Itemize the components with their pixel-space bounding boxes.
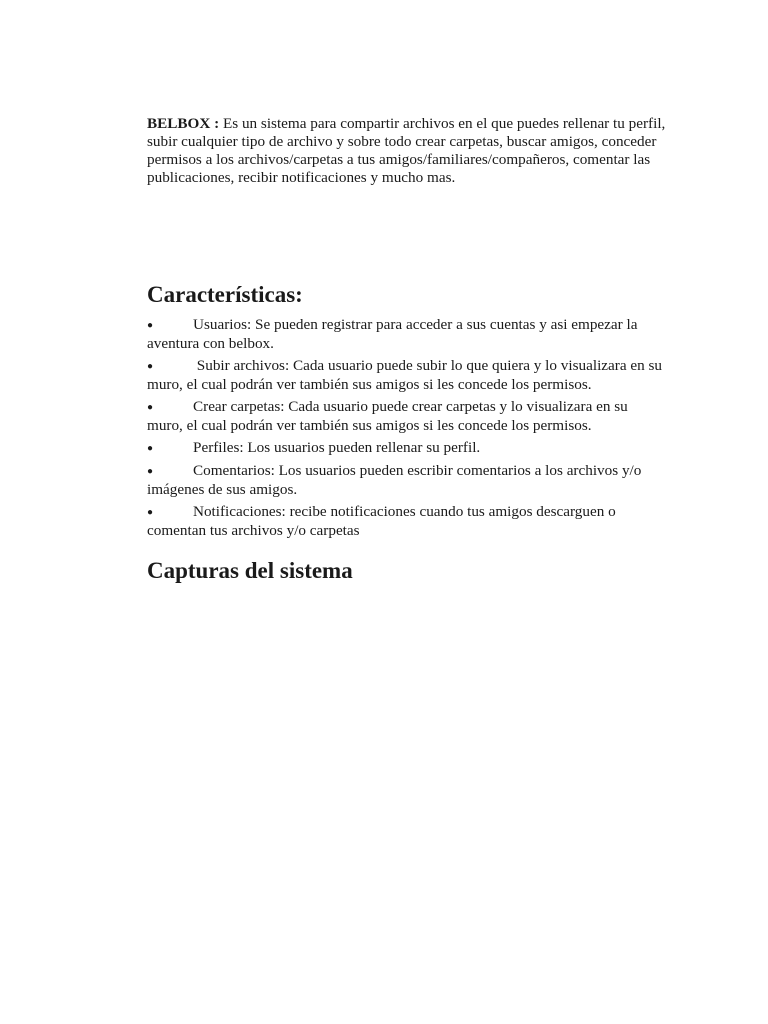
features-heading: Características: [147, 282, 303, 307]
captures-heading: Capturas del sistema [147, 558, 353, 583]
brand-name: BELBOX : [147, 115, 220, 133]
features-list [147, 316, 667, 544]
bullet-icon: ● [147, 361, 154, 372]
bullet-icon: ● [147, 402, 154, 413]
list-item [147, 462, 667, 499]
bullet-icon: ● [147, 443, 154, 454]
list-item-text: Usuarios: Se pueden registrar para acceder a sus cuentas y asi empezar la aventura con belbox. [147, 316, 638, 352]
list-item-text: Notificaciones: recibe notificaciones cuando tus amigos descarguen o comentan tus archivos y/o carpetas [147, 503, 616, 539]
bullet-icon: ● [147, 507, 154, 518]
intro-paragraph [147, 115, 667, 187]
list-item [147, 439, 667, 458]
bullet-icon: ● [147, 466, 154, 477]
list-item-text: Perfiles: Los usuarios pueden rellenar su perfil. [193, 439, 481, 456]
list-item-text: Crear carpetas: Cada usuario puede crear carpetas y lo visualizara en su muro, el cual podrán ver también sus amigos si les concede los permisos. [147, 398, 628, 434]
list-item-text: Comentarios: Los usuarios pueden escribir comentarios a los archivos y/o imágenes de sus amigos. [147, 462, 642, 498]
list-item [147, 357, 667, 394]
bullet-icon: ● [147, 320, 154, 331]
intro-text: Es un sistema para compartir archivos en el que puedes rellenar tu perfil, subir cualquier tipo de archivo y sobre todo crear carpetas, buscar amigos, conceder permisos a los archivos/carpetas a tus amigos/familiares/compañeros, comentar las publicaciones, recibir notificaciones y mucho mas. [147, 115, 666, 187]
list-item [147, 503, 667, 540]
list-item-text: Subir archivos: Cada usuario puede subir lo que quiera y lo visualizara en su muro, el cual podrán ver también sus amigos si les concede los permisos. [147, 357, 663, 393]
list-item [147, 316, 667, 353]
list-item [147, 398, 667, 435]
